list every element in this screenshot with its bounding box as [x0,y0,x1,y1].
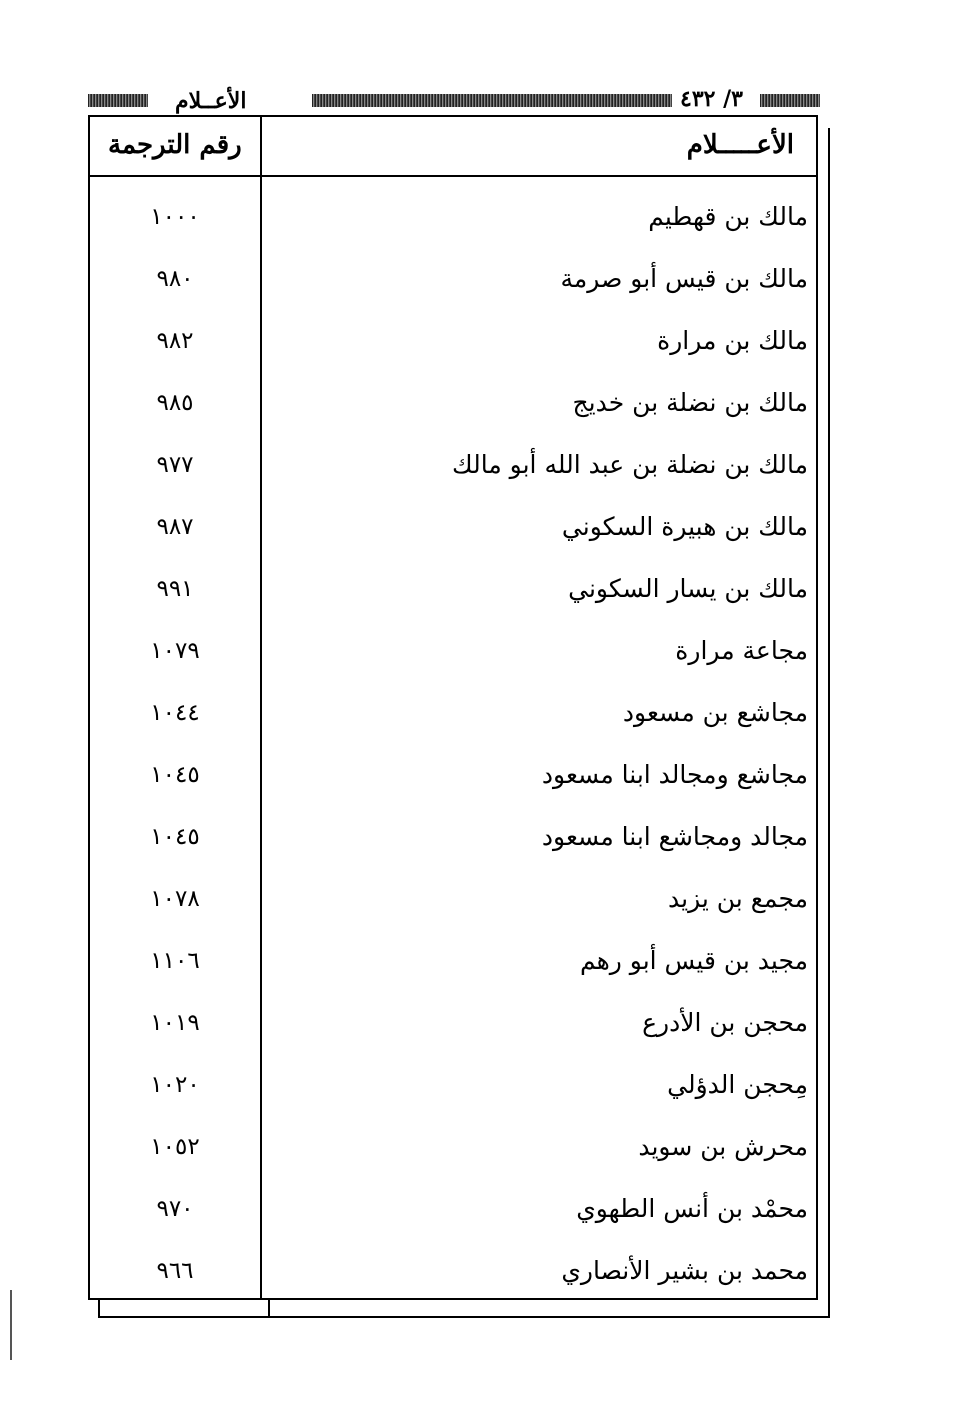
entry-name: محرش بن سويد [638,1132,808,1161]
header-rule-left [88,94,148,107]
entry-name: مِحجن الدؤلي [667,1070,808,1099]
entry-number: ١٠٧٨ [150,886,200,912]
entry-number: ١٠٧٩ [150,638,200,664]
entry-number: ١٠١٩ [150,1010,200,1036]
entry-name: مالك بن مرارة [657,326,808,355]
entry-number: ١٠٠٠ [150,204,200,230]
entry-name: محمْد بن أنس الطهوي [576,1194,808,1223]
table-row [90,559,816,621]
entry-name: مالك بن نضلة بن عبد الله أبو مالك [452,450,808,479]
entry-name: مجاشع ومجالد ابنا مسعود [541,760,808,789]
names-column-header: الأعـــــلام [686,130,794,160]
table-row [90,187,816,249]
table-row [90,1241,816,1303]
table-row [90,1179,816,1241]
table-row [90,435,816,497]
entry-number: ٩٧٧ [156,452,194,478]
table-row [90,1055,816,1117]
entry-number: ١٠٤٤ [150,700,200,726]
entry-name: مجاشع بن مسعود [622,698,808,727]
table-row [90,373,816,435]
table-row [90,621,816,683]
entry-number: ١٠٥٢ [150,1134,200,1160]
table-row [90,683,816,745]
table-row [90,497,816,559]
entry-name: محمد بن بشير الأنصاري [561,1256,808,1285]
page-number: ٣/ ٤٣٢ [680,86,743,112]
entry-name: محجن بن الأدرع [642,1008,808,1037]
table-row [90,249,816,311]
table-row [90,869,816,931]
entry-name: مجمع بن يزيد [667,884,808,913]
table-row [90,993,816,1055]
entry-number: ٩٨٠ [156,266,194,292]
header-rule-center [312,94,672,107]
margin-mark [10,1290,12,1360]
entry-name: مجاعة مرارة [675,636,808,665]
entry-number: ١٠٤٥ [150,762,200,788]
entry-name: مالك بن قيس أبو صرمة [560,264,808,293]
header-divider [90,175,816,177]
entry-number: ٩٨٥ [156,390,194,416]
entry-name: مالك بن نضلة بن خديج [572,388,808,417]
entry-number: ١٠٢٠ [150,1072,200,1098]
header-rule-right [760,94,820,107]
numbers-column-header: رقم الترجمة [108,130,242,160]
entry-name: مالك بن يسار السكوني [568,574,808,603]
entry-name: مالك بن قهطيم [648,202,808,231]
entry-number: ١٠٤٥ [150,824,200,850]
table-row [90,311,816,373]
entry-name: مجيد بن قيس أبو رهم [579,946,808,975]
index-table [88,115,818,1300]
table-row [90,807,816,869]
entry-number: ٩٨٧ [156,514,194,540]
entry-name: مجالد ومجاشع ابنا مسعود [541,822,808,851]
frame-shadow-right [828,128,830,1308]
entry-number: ٩٩١ [156,576,194,602]
entry-number: ٩٧٠ [156,1196,194,1222]
table-row [90,745,816,807]
entry-number: ٩٦٦ [156,1258,194,1284]
entry-number: ١١٠٦ [150,948,200,974]
entry-number: ٩٨٢ [156,328,194,354]
table-row [90,1117,816,1179]
table-row [90,931,816,993]
entry-name: مالك بن هبيرة السكوني [561,512,808,541]
section-title: الأعــلام [175,88,247,114]
